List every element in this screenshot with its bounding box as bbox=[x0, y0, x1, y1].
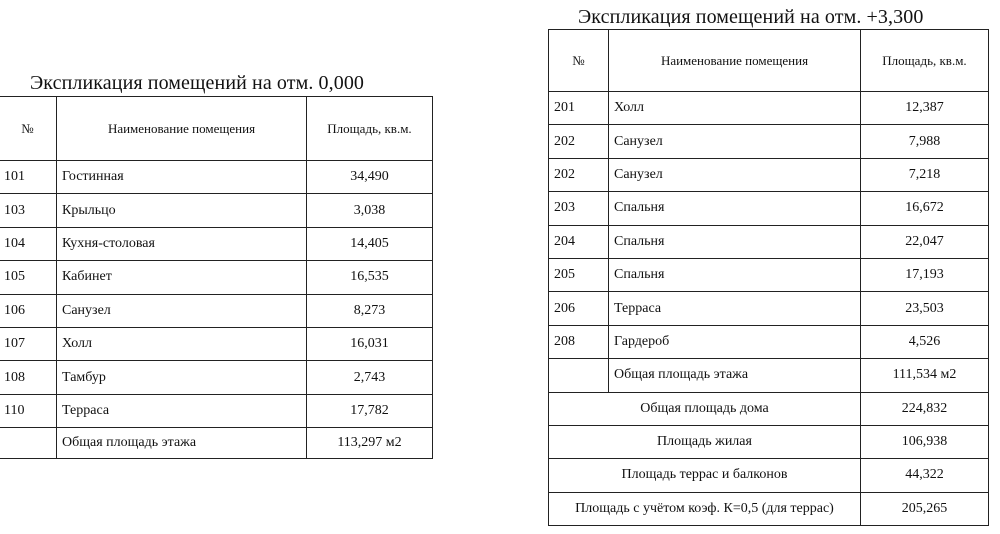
room-number: 108 bbox=[0, 361, 57, 394]
room-number: 201 bbox=[549, 92, 609, 125]
table-row bbox=[0, 361, 433, 394]
room-name: Кухня-столовая bbox=[57, 227, 307, 260]
total-floor-label: Общая площадь этажа bbox=[609, 359, 861, 392]
room-name: Санузел bbox=[609, 125, 861, 158]
room-area: 14,405 bbox=[307, 227, 433, 260]
room-area: 2,743 bbox=[307, 361, 433, 394]
empty-cell bbox=[0, 428, 57, 459]
coef-area-row bbox=[549, 492, 989, 525]
room-name: Гостинная bbox=[57, 161, 307, 194]
total-row bbox=[0, 428, 433, 459]
total-house-row bbox=[549, 392, 989, 425]
room-name: Санузел bbox=[609, 158, 861, 191]
room-name: Терраса bbox=[57, 394, 307, 427]
table-row bbox=[0, 261, 433, 294]
room-area: 17,782 bbox=[307, 394, 433, 427]
floor1-title: Экспликация помещений на отм. 0,000 bbox=[30, 72, 365, 94]
room-area: 34,490 bbox=[307, 161, 433, 194]
room-name: Тамбур bbox=[57, 361, 307, 394]
table-row bbox=[0, 394, 433, 427]
empty-cell bbox=[549, 359, 609, 392]
room-number: 202 bbox=[549, 125, 609, 158]
table-row bbox=[549, 258, 989, 291]
total-value: 113,297 м2 bbox=[307, 428, 433, 459]
terraces-area-row bbox=[549, 459, 989, 492]
room-number: 104 bbox=[0, 227, 57, 260]
table-row bbox=[0, 327, 433, 360]
room-number: 105 bbox=[0, 261, 57, 294]
room-area: 23,503 bbox=[861, 292, 989, 325]
terraces-area-label: Площадь террас и балконов bbox=[549, 459, 861, 492]
room-name: Гардероб bbox=[609, 325, 861, 358]
table-row bbox=[549, 125, 989, 158]
header-name: Наименование помещения bbox=[609, 30, 861, 92]
room-area: 8,273 bbox=[307, 294, 433, 327]
room-number: 205 bbox=[549, 258, 609, 291]
header-name: Наименование помещения bbox=[57, 97, 307, 161]
room-area: 16,672 bbox=[861, 192, 989, 225]
room-number: 107 bbox=[0, 327, 57, 360]
table-row bbox=[0, 161, 433, 194]
room-number: 204 bbox=[549, 225, 609, 258]
room-name: Кабинет bbox=[57, 261, 307, 294]
room-name: Спальня bbox=[609, 192, 861, 225]
total-floor-value: 111,534 м2 bbox=[861, 359, 989, 392]
table-row bbox=[549, 158, 989, 191]
room-area: 16,031 bbox=[307, 327, 433, 360]
table-row bbox=[549, 192, 989, 225]
room-area: 3,038 bbox=[307, 194, 433, 227]
table-row bbox=[549, 292, 989, 325]
table-row bbox=[0, 294, 433, 327]
room-number: 208 bbox=[549, 325, 609, 358]
coef-area-label: Площадь с учётом коэф. К=0,5 (для террас) bbox=[549, 492, 861, 525]
table-row bbox=[549, 92, 989, 125]
table-header-row bbox=[549, 30, 989, 92]
terraces-area-value: 44,322 bbox=[861, 459, 989, 492]
total-row bbox=[549, 359, 989, 392]
room-number: 203 bbox=[549, 192, 609, 225]
room-area: 17,193 bbox=[861, 258, 989, 291]
room-name: Терраса bbox=[609, 292, 861, 325]
total-house-value: 224,832 bbox=[861, 392, 989, 425]
room-name: Крыльцо bbox=[57, 194, 307, 227]
living-area-label: Площадь жилая bbox=[549, 425, 861, 458]
header-area: Площадь, кв.м. bbox=[861, 30, 989, 92]
room-name: Спальня bbox=[609, 258, 861, 291]
table-row bbox=[549, 325, 989, 358]
room-number: 110 bbox=[0, 394, 57, 427]
room-number: 106 bbox=[0, 294, 57, 327]
room-name: Спальня bbox=[609, 225, 861, 258]
table-row bbox=[0, 194, 433, 227]
room-area: 22,047 bbox=[861, 225, 989, 258]
floor2-title: Экспликация помещений на отм. +3,300 bbox=[578, 6, 924, 28]
living-area-value: 106,938 bbox=[861, 425, 989, 458]
room-number: 103 bbox=[0, 194, 57, 227]
room-area: 16,535 bbox=[307, 261, 433, 294]
floor1-table bbox=[0, 96, 433, 459]
room-name: Холл bbox=[609, 92, 861, 125]
total-label: Общая площадь этажа bbox=[57, 428, 307, 459]
room-area: 12,387 bbox=[861, 92, 989, 125]
table-row bbox=[0, 227, 433, 260]
floor2-table bbox=[548, 29, 989, 526]
room-area: 7,988 bbox=[861, 125, 989, 158]
header-num: № bbox=[0, 97, 57, 161]
total-house-label: Общая площадь дома bbox=[549, 392, 861, 425]
room-number: 202 bbox=[549, 158, 609, 191]
coef-area-value: 205,265 bbox=[861, 492, 989, 525]
table-row bbox=[549, 225, 989, 258]
room-name: Холл bbox=[57, 327, 307, 360]
table-header-row bbox=[0, 97, 433, 161]
header-area: Площадь, кв.м. bbox=[307, 97, 433, 161]
living-area-row bbox=[549, 425, 989, 458]
room-area: 4,526 bbox=[861, 325, 989, 358]
room-number: 101 bbox=[0, 161, 57, 194]
room-number: 206 bbox=[549, 292, 609, 325]
room-name: Санузел bbox=[57, 294, 307, 327]
room-area: 7,218 bbox=[861, 158, 989, 191]
header-num: № bbox=[549, 30, 609, 92]
